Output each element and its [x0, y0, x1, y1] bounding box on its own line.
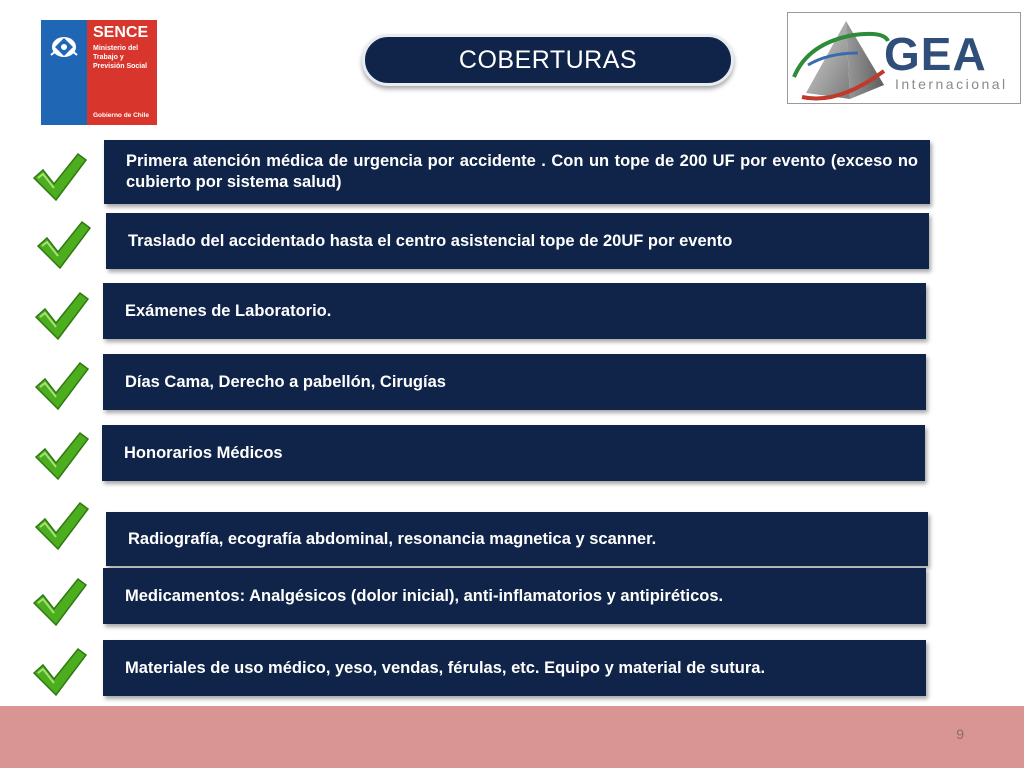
coverage-item — [103, 283, 926, 339]
chile-crest-icon — [47, 30, 81, 60]
sence-government: Gobierno de Chile — [93, 112, 149, 119]
coverage-text: Materiales de uso médico, yeso, vendas, férulas, etc. Equipo y material de sutura. — [125, 658, 766, 677]
sence-logo-blue-panel — [41, 20, 87, 125]
coverage-text: Exámenes de Laboratorio. — [125, 301, 332, 320]
check-icon — [32, 287, 90, 345]
sence-subtitle-line: Previsión Social — [93, 63, 148, 70]
coverage-item — [106, 512, 928, 566]
check-icon — [32, 427, 90, 485]
coverage-item — [103, 354, 926, 410]
coverage-text: Honorarios Médicos — [124, 443, 283, 462]
check-icon — [32, 497, 90, 555]
sence-brand: SENCE — [93, 24, 149, 41]
check-icon — [30, 573, 88, 631]
coverage-text: Traslado del accidentado hasta el centro asistencial tope de 20UF por evento — [128, 231, 733, 250]
coverage-text: Medicamentos: Analgésicos (dolor inicial), anti-inflamatorios y antipiréticos. — [125, 586, 724, 605]
gea-subtitle: Internacional — [895, 76, 1008, 92]
coverage-item — [102, 425, 925, 481]
coverage-item — [103, 568, 926, 624]
check-icon — [32, 357, 90, 415]
page-title: COBERTURAS — [362, 34, 734, 86]
page-number: 9 — [956, 726, 964, 742]
footer-band — [0, 706, 1024, 768]
coverage-item — [104, 140, 930, 204]
coverage-text: Radiografía, ecografía abdominal, resonancia magnetica y scanner. — [128, 529, 657, 548]
coverage-item — [103, 640, 926, 696]
coverage-text: Primera atención médica de urgencia por accidente . Con un tope de 200 UF por evento (exceso no cubierto por sistema salud) — [126, 152, 918, 191]
check-icon — [34, 216, 92, 274]
coverage-item — [106, 213, 929, 269]
gea-logo — [787, 12, 1021, 104]
check-icon — [30, 148, 88, 206]
sence-subtitle-line: Ministerio del — [93, 45, 139, 52]
gea-brand: GEA — [884, 28, 987, 80]
sence-subtitle — [93, 44, 155, 71]
coverage-text: Días Cama, Derecho a pabellón, Cirugías — [125, 372, 446, 391]
check-icon — [30, 643, 88, 701]
sence-subtitle-line: Trabajo y — [93, 54, 124, 61]
sence-logo — [41, 20, 157, 125]
